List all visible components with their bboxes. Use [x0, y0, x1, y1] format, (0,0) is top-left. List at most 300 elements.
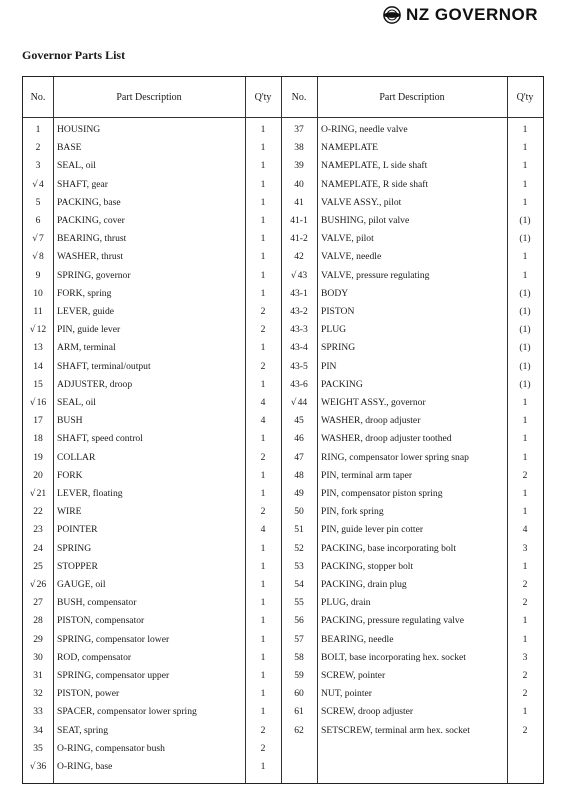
- part-quantity: 1: [522, 251, 528, 263]
- table-row: [281, 612, 543, 630]
- part-description: WASHER, thrust: [57, 251, 124, 263]
- check-mark-icon: √: [32, 179, 38, 190]
- part-number-text: 10: [33, 287, 43, 299]
- part-quantity: 1: [522, 433, 528, 445]
- part-number: [23, 394, 53, 412]
- part-quantity: 2: [260, 306, 266, 317]
- part-quantity: 1: [260, 651, 266, 663]
- part-quantity: 1: [260, 670, 266, 681]
- table-row: [281, 358, 543, 376]
- part-number-text: 21: [36, 488, 47, 499]
- table-row: [281, 194, 543, 212]
- table-row: [23, 303, 281, 321]
- part-number: [281, 412, 317, 430]
- nz-emblem-icon: [383, 6, 401, 24]
- part-number-text: 49: [294, 488, 304, 499]
- part-number-text: 28: [33, 615, 43, 627]
- part-quantity: 1: [522, 560, 528, 572]
- part-number: [23, 703, 53, 721]
- part-description: SEAL, oil: [57, 397, 96, 408]
- column-header-description: Part Description: [116, 91, 182, 103]
- part-quantity: 2: [260, 742, 266, 754]
- part-number-text: 30: [33, 651, 43, 663]
- part-quantity: 4: [260, 415, 266, 427]
- part-quantity: 2: [260, 724, 266, 736]
- part-quantity: (1): [519, 378, 531, 390]
- part-quantity: 1: [522, 269, 528, 281]
- part-number: [23, 267, 53, 285]
- table-row: [281, 267, 543, 285]
- part-description: PIN, compensator piston spring: [321, 488, 443, 499]
- part-quantity: 4: [260, 524, 266, 536]
- part-description: NUT, pointer: [321, 688, 372, 700]
- table-row: [23, 722, 281, 740]
- part-number: [23, 303, 53, 321]
- part-description: PACKING: [321, 378, 363, 390]
- part-description: SEAT, spring: [57, 724, 108, 736]
- table-row: [23, 376, 281, 394]
- table-row: [23, 430, 281, 448]
- part-number: [23, 121, 53, 139]
- part-description: PISTON, power: [57, 688, 120, 700]
- part-number-text: 57: [294, 633, 304, 645]
- part-description: PISTON: [321, 306, 355, 317]
- part-number: [23, 667, 53, 685]
- table-row: [281, 449, 543, 467]
- part-description: STOPPER: [57, 560, 98, 572]
- part-quantity: 1: [260, 287, 266, 299]
- part-quantity: 1: [260, 178, 266, 190]
- part-quantity: 1: [260, 488, 266, 499]
- part-number: [281, 303, 317, 321]
- part-number: [281, 631, 317, 649]
- column-header-no: No.: [30, 91, 46, 103]
- part-quantity: 4: [522, 524, 528, 536]
- part-number-text: 41: [294, 196, 304, 208]
- part-quantity: 4: [260, 397, 266, 408]
- part-description: ARM, terminal: [57, 342, 116, 354]
- part-number: [23, 503, 53, 521]
- table-row: [281, 540, 543, 558]
- part-number: [281, 467, 317, 485]
- part-quantity: (1): [519, 342, 531, 354]
- part-number-text: 36: [36, 761, 47, 772]
- part-number-text: 41-2: [290, 233, 308, 245]
- table-row: [23, 740, 281, 758]
- brand-name: NZ GOVERNOR: [405, 5, 538, 24]
- part-number: [23, 212, 53, 230]
- table-row: [23, 358, 281, 376]
- part-number: [23, 449, 53, 467]
- table-row: [23, 121, 281, 139]
- table-row: [281, 303, 543, 321]
- part-number: [281, 139, 317, 157]
- table-row: [281, 485, 543, 503]
- part-number: [23, 230, 53, 248]
- table-row: [281, 594, 543, 612]
- part-quantity: 1: [260, 142, 266, 154]
- part-quantity: 2: [522, 579, 528, 590]
- table-row: [23, 212, 281, 230]
- part-quantity: 1: [260, 196, 266, 208]
- part-description: ADJUSTER, droop: [57, 378, 133, 390]
- part-description: SPRING, compensator upper: [57, 670, 170, 681]
- part-number-text: 44: [297, 397, 308, 408]
- part-number: [281, 558, 317, 576]
- part-quantity: (1): [519, 233, 531, 245]
- part-number: [23, 521, 53, 539]
- part-number: [281, 376, 317, 394]
- check-mark-icon: √: [29, 580, 36, 590]
- part-number-text: 14: [33, 360, 43, 372]
- part-number: [23, 358, 53, 376]
- part-number: [281, 449, 317, 467]
- part-number: [23, 612, 53, 630]
- table-row: [23, 594, 281, 612]
- table-row: [281, 285, 543, 303]
- part-number-text: 38: [294, 142, 304, 154]
- table-row: [281, 722, 543, 740]
- table-row: [281, 703, 543, 721]
- part-description: PACKING, pressure regulating valve: [321, 615, 464, 627]
- part-number: [281, 594, 317, 612]
- part-number-text: 58: [294, 651, 304, 663]
- part-number-text: 40: [294, 178, 304, 190]
- table-row: [23, 631, 281, 649]
- part-quantity: 2: [522, 670, 528, 681]
- part-number-text: 17: [33, 415, 43, 427]
- part-quantity: 1: [260, 597, 266, 609]
- part-number: [281, 194, 317, 212]
- table-row: [281, 558, 543, 576]
- part-number-text: 26: [36, 579, 47, 590]
- part-description: SPRING: [321, 342, 356, 354]
- part-number-text: 39: [294, 160, 304, 172]
- brand-header: [383, 4, 538, 26]
- part-quantity: 1: [260, 124, 266, 135]
- part-description: BUSH, compensator: [57, 597, 137, 609]
- part-quantity: (1): [519, 324, 531, 336]
- part-number: [281, 157, 317, 175]
- table-row: [281, 321, 543, 339]
- part-number: [281, 212, 317, 230]
- part-description: VALVE, pilot: [321, 233, 374, 245]
- table-row: [23, 139, 281, 157]
- part-number: [281, 722, 317, 740]
- part-number-text: 22: [33, 506, 43, 518]
- part-description: RING, compensator lower spring snap: [321, 451, 469, 463]
- part-number-text: 3: [35, 160, 41, 172]
- part-quantity: 1: [260, 342, 266, 354]
- table-row: [281, 230, 543, 248]
- part-number-text: 41-1: [290, 215, 308, 226]
- part-description: FORK, spring: [57, 287, 112, 299]
- table-row: [23, 540, 281, 558]
- part-description: PIN: [321, 360, 337, 372]
- part-description: O-RING, compensator bush: [57, 742, 165, 754]
- table-row: [281, 467, 543, 485]
- part-description: BEARING, thrust: [57, 233, 127, 245]
- part-number-text: 55: [294, 597, 304, 609]
- part-description: PISTON, compensator: [57, 615, 145, 627]
- check-mark-icon: √: [29, 398, 36, 408]
- part-number: [23, 722, 53, 740]
- part-number: [281, 339, 317, 357]
- part-quantity: 1: [260, 688, 266, 700]
- part-number-text: 61: [294, 706, 304, 718]
- part-number-text: 20: [33, 469, 43, 481]
- part-description: SPRING, compensator lower: [57, 633, 170, 645]
- part-number-text: 54: [294, 579, 304, 590]
- part-quantity: 1: [260, 160, 266, 172]
- part-number: [281, 285, 317, 303]
- part-description: PLUG, drain: [321, 597, 371, 609]
- part-description: SHAFT, speed control: [57, 433, 143, 445]
- part-number: [281, 649, 317, 667]
- part-number: [281, 321, 317, 339]
- part-number: [23, 467, 53, 485]
- part-description: LEVER, floating: [57, 488, 123, 499]
- table-row: [23, 612, 281, 630]
- part-description: BOLT, base incorporating hex. socket: [321, 651, 466, 663]
- part-description: ROD, compensator: [57, 651, 132, 663]
- part-number: [23, 376, 53, 394]
- part-number-text: 47: [294, 451, 304, 463]
- part-description: BUSH: [57, 415, 83, 427]
- table-row: [23, 412, 281, 430]
- part-number: [23, 339, 53, 357]
- part-description: PIN, guide lever pin cotter: [321, 524, 424, 536]
- part-number-text: 18: [33, 433, 43, 445]
- part-description: SETSCREW, terminal arm hex. socket: [321, 724, 470, 736]
- part-quantity: 1: [260, 469, 266, 481]
- part-description: SCREW, droop adjuster: [321, 706, 414, 718]
- part-quantity: 3: [522, 651, 528, 663]
- part-quantity: 1: [260, 615, 266, 627]
- part-number-text: 42: [294, 251, 304, 263]
- header-divider: [23, 117, 543, 118]
- part-number: [23, 594, 53, 612]
- part-number: [23, 540, 53, 558]
- check-mark-icon: √: [29, 325, 36, 336]
- part-number: [23, 321, 53, 339]
- part-number: [281, 685, 317, 703]
- part-description: PIN, fork spring: [321, 506, 384, 518]
- part-number-text: 29: [33, 633, 43, 645]
- table-row: [281, 503, 543, 521]
- part-number-text: 27: [33, 597, 43, 609]
- part-number: [281, 503, 317, 521]
- part-number-text: 34: [33, 724, 43, 736]
- table-row: [281, 576, 543, 594]
- part-description: PACKING, base incorporating bolt: [321, 542, 457, 554]
- table-row: [23, 521, 281, 539]
- part-number-text: 9: [35, 269, 41, 281]
- table-row: [281, 139, 543, 157]
- table-row: [281, 649, 543, 667]
- part-quantity: 1: [260, 433, 266, 445]
- part-number: [23, 740, 53, 758]
- table-row: [23, 321, 281, 339]
- part-number: [281, 230, 317, 248]
- part-number-text: 23: [33, 524, 43, 536]
- part-quantity: 2: [260, 451, 266, 463]
- part-number-text: 48: [294, 469, 304, 481]
- part-number: [23, 758, 53, 776]
- part-number: [281, 121, 317, 139]
- table-row: [23, 758, 281, 776]
- part-quantity: (1): [519, 287, 531, 299]
- table-row: [281, 212, 543, 230]
- part-description: SPACER, compensator lower spring: [57, 706, 197, 718]
- part-quantity: 1: [522, 488, 528, 499]
- part-number: [23, 631, 53, 649]
- part-number: [23, 248, 53, 266]
- part-description: O-RING, base: [57, 761, 113, 772]
- part-description: WASHER, droop adjuster toothed: [321, 433, 452, 445]
- part-number: [23, 685, 53, 703]
- part-quantity: 1: [522, 451, 528, 463]
- part-number-text: 43-4: [290, 342, 308, 354]
- part-quantity: 1: [522, 196, 528, 208]
- part-number: [23, 558, 53, 576]
- table-row: [23, 267, 281, 285]
- part-number-text: 16: [36, 397, 47, 408]
- part-number-text: 13: [33, 342, 43, 354]
- part-number-text: 12: [36, 324, 47, 336]
- part-number-text: 5: [35, 196, 41, 208]
- table-row: [23, 285, 281, 303]
- part-quantity: (1): [519, 306, 531, 317]
- part-number: [281, 521, 317, 539]
- part-quantity: 2: [522, 688, 528, 700]
- check-mark-icon: √: [29, 762, 36, 772]
- part-number-text: 8: [38, 251, 44, 263]
- part-description: PIN, terminal arm taper: [321, 469, 413, 481]
- part-quantity: 2: [522, 597, 528, 609]
- part-description: PIN, guide lever: [57, 324, 121, 336]
- table-row: [23, 685, 281, 703]
- part-quantity: 1: [522, 124, 528, 135]
- table-row: [281, 430, 543, 448]
- part-number: [281, 576, 317, 594]
- column-header-description: Part Description: [379, 91, 445, 103]
- part-number: [23, 576, 53, 594]
- part-description: WASHER, droop adjuster: [321, 415, 421, 427]
- part-number: [281, 394, 317, 412]
- part-number: [23, 157, 53, 175]
- part-quantity: 1: [522, 415, 528, 427]
- part-number-text: 2: [35, 142, 41, 154]
- part-number-text: 11: [33, 306, 43, 317]
- column-header-qty: Q'ty: [254, 91, 272, 103]
- part-number-text: 32: [33, 688, 43, 700]
- part-number: [281, 176, 317, 194]
- part-number-text: 53: [294, 560, 304, 572]
- part-number: [23, 430, 53, 448]
- table-row: [23, 703, 281, 721]
- part-description: O-RING, needle valve: [321, 124, 408, 135]
- part-number-text: 46: [294, 433, 304, 445]
- table-row: [281, 667, 543, 685]
- part-description: BUSHING, pilot valve: [321, 215, 410, 226]
- part-number-text: 43-1: [290, 287, 308, 299]
- part-quantity: 3: [522, 542, 528, 554]
- part-description: COLLAR: [57, 451, 96, 463]
- part-number-text: 19: [33, 451, 43, 463]
- table-row: [281, 248, 543, 266]
- part-number: [23, 139, 53, 157]
- parts-table: [22, 76, 544, 784]
- part-number: [23, 194, 53, 212]
- part-number-text: 7: [38, 233, 44, 245]
- part-number-text: 45: [294, 415, 304, 427]
- part-quantity: 1: [260, 542, 266, 554]
- part-description: VALVE, pressure regulating: [321, 269, 430, 281]
- part-number: [281, 267, 317, 285]
- part-number-text: 15: [33, 378, 43, 390]
- part-description: PACKING, base: [57, 196, 121, 208]
- part-number: [23, 176, 53, 194]
- part-number-text: 37: [294, 124, 304, 135]
- table-row: [281, 376, 543, 394]
- check-mark-icon: √: [290, 270, 297, 281]
- table-row: [281, 685, 543, 703]
- part-quantity: 2: [522, 469, 528, 481]
- part-number-text: 50: [294, 506, 304, 518]
- part-quantity: 1: [260, 579, 266, 590]
- column-header-qty: Q'ty: [516, 91, 534, 103]
- table-row: [281, 157, 543, 175]
- check-mark-icon: √: [29, 489, 36, 499]
- part-number-text: 4: [38, 178, 44, 190]
- part-quantity: 1: [260, 269, 266, 281]
- table-row: [23, 576, 281, 594]
- part-quantity: 1: [260, 251, 266, 263]
- table-row: [23, 339, 281, 357]
- part-number: [23, 412, 53, 430]
- table-row: [23, 194, 281, 212]
- document-title: Governor Parts List: [22, 48, 126, 62]
- part-description: VALVE, needle: [321, 251, 382, 263]
- part-quantity: 1: [260, 706, 266, 718]
- table-row: [23, 394, 281, 412]
- part-number: [281, 667, 317, 685]
- part-description: PACKING, stopper bolt: [321, 560, 414, 572]
- part-quantity: 1: [522, 160, 528, 172]
- part-description: POINTER: [57, 524, 98, 536]
- part-description: BODY: [321, 287, 349, 299]
- part-description: NAMEPLATE, R side shaft: [321, 178, 429, 190]
- part-description: LEVER, guide: [57, 306, 115, 317]
- part-number-text: 24: [33, 542, 43, 554]
- part-number: [23, 485, 53, 503]
- part-description: WIRE: [57, 506, 82, 518]
- check-mark-icon: √: [32, 252, 38, 263]
- part-description: SCREW, pointer: [321, 670, 386, 681]
- part-number-text: 25: [33, 560, 43, 572]
- part-quantity: 1: [260, 761, 266, 772]
- part-quantity: 2: [260, 360, 266, 372]
- part-number-text: 6: [35, 215, 41, 226]
- part-number: [281, 430, 317, 448]
- table-row: [23, 157, 281, 175]
- part-number-text: 52: [294, 542, 304, 554]
- part-number-text: 35: [33, 742, 43, 754]
- table-row: [281, 339, 543, 357]
- part-number: [23, 285, 53, 303]
- part-quantity: 1: [522, 706, 528, 718]
